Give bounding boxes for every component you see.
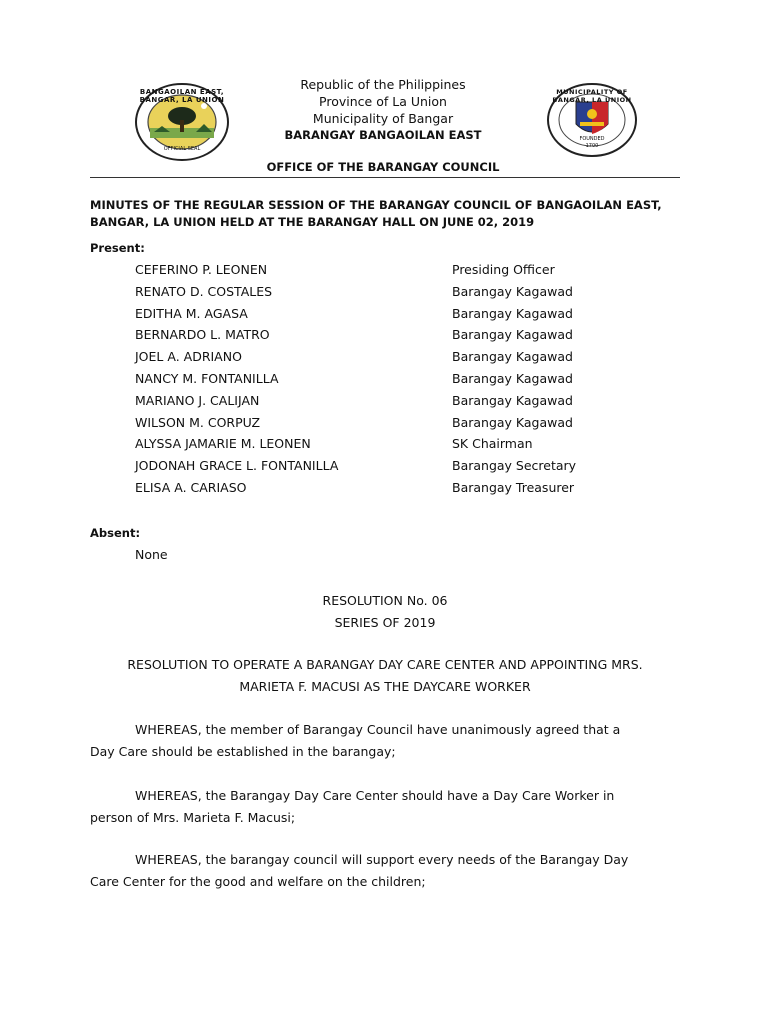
whereas-line-1: WHEREAS, the barangay council will support every needs of the Barangay Day	[135, 852, 629, 867]
resolution-series: SERIES OF 2019	[334, 615, 436, 630]
member-name: ELISA A. CARIASO	[135, 479, 247, 495]
whereas-line-2: Day Care should be established in the barangay;	[90, 744, 396, 759]
whereas-line-2: person of Mrs. Marieta F. Macusi;	[90, 810, 296, 825]
resolution-number: RESOLUTION No. 06	[322, 593, 448, 608]
minutes-title-line-2: BANGAR, LA UNION HELD AT THE BARANGAY HALL ON JUNE 02, 2019	[90, 215, 535, 229]
header-line-2: Province of La Union	[319, 94, 447, 109]
member-position: Barangay Kagawad	[452, 392, 573, 408]
right-seal-bottom-text: FOUNDED	[579, 136, 605, 142]
member-name: JODONAH GRACE L. FONTANILLA	[135, 458, 339, 474]
left-seal-ring-text: BANGAOILAN EAST, BANGAR, LA UNION	[139, 88, 225, 104]
member-position: Barangay Secretary	[452, 458, 577, 474]
whereas-clause	[90, 849, 680, 893]
member-position: Barangay Kagawad	[452, 327, 573, 343]
whereas-line-2: Care Center for the good and welfare on the children;	[90, 874, 426, 889]
letterhead	[230, 76, 536, 144]
member-position: Barangay Kagawad	[452, 370, 573, 386]
member-name: JOEL A. ADRIANO	[135, 349, 242, 365]
member-name: EDITHA M. AGASA	[135, 305, 248, 321]
left-seal-bottom-text: OFFICIAL SEAL	[163, 146, 201, 152]
member-name: MARIANO J. CALIJAN	[135, 392, 260, 408]
header-line-4: BARANGAY BANGAOILAN EAST	[284, 128, 482, 142]
present-label: Present:	[90, 241, 145, 255]
whereas-clause	[90, 719, 680, 763]
member-name: RENATO D. COSTALES	[135, 283, 273, 299]
resolution-title-line-2: MARIETA F. MACUSI AS THE DAYCARE WORKER	[239, 679, 531, 694]
absent-label: Absent:	[90, 526, 141, 540]
header-divider	[90, 177, 680, 178]
right-seal-year: 1700	[585, 143, 599, 149]
right-seal-ring-text: MUNICIPALITY OF BANGAR, LA UNION	[552, 88, 632, 104]
member-position: Barangay Treasurer	[452, 479, 575, 495]
office-title: OFFICE OF THE BARANGAY COUNCIL	[266, 160, 500, 174]
whereas-line-1: WHEREAS, the member of Barangay Council have unanimously agreed that a	[135, 722, 621, 737]
whereas-line-1: WHEREAS, the Barangay Day Care Center should have a Day Care Worker in	[135, 788, 615, 803]
header-line-1: Republic of the Philippines	[300, 77, 466, 92]
absent-value: None	[135, 547, 168, 562]
member-position: SK Chairman	[452, 436, 533, 452]
whereas-clause	[90, 785, 680, 829]
resolution-title	[90, 654, 680, 698]
member-name: NANCY M. FONTANILLA	[135, 370, 279, 386]
minutes-title-line-1: MINUTES OF THE REGULAR SESSION OF THE BARANGAY COUNCIL OF BANGAOILAN EAST,	[90, 198, 662, 212]
minutes-title	[90, 197, 690, 231]
member-name: ALYSSA JAMARIE M. LEONEN	[135, 436, 311, 452]
member-name: BERNARDO L. MATRO	[135, 327, 270, 343]
member-position: Barangay Kagawad	[452, 305, 573, 321]
header-line-3: Municipality of Bangar	[312, 111, 454, 126]
member-position: Barangay Kagawad	[452, 349, 573, 365]
resolution-heading	[90, 590, 680, 634]
member-position: Barangay Kagawad	[452, 414, 573, 430]
resolution-title-line-1: RESOLUTION TO OPERATE A BARANGAY DAY CARE CENTER AND APPOINTING MRS.	[127, 657, 643, 672]
member-position: Barangay Kagawad	[452, 283, 573, 299]
member-name: CEFERINO P. LEONEN	[135, 262, 268, 277]
member-position: Presiding Officer	[452, 262, 555, 277]
member-name: WILSON M. CORPUZ	[135, 414, 261, 430]
